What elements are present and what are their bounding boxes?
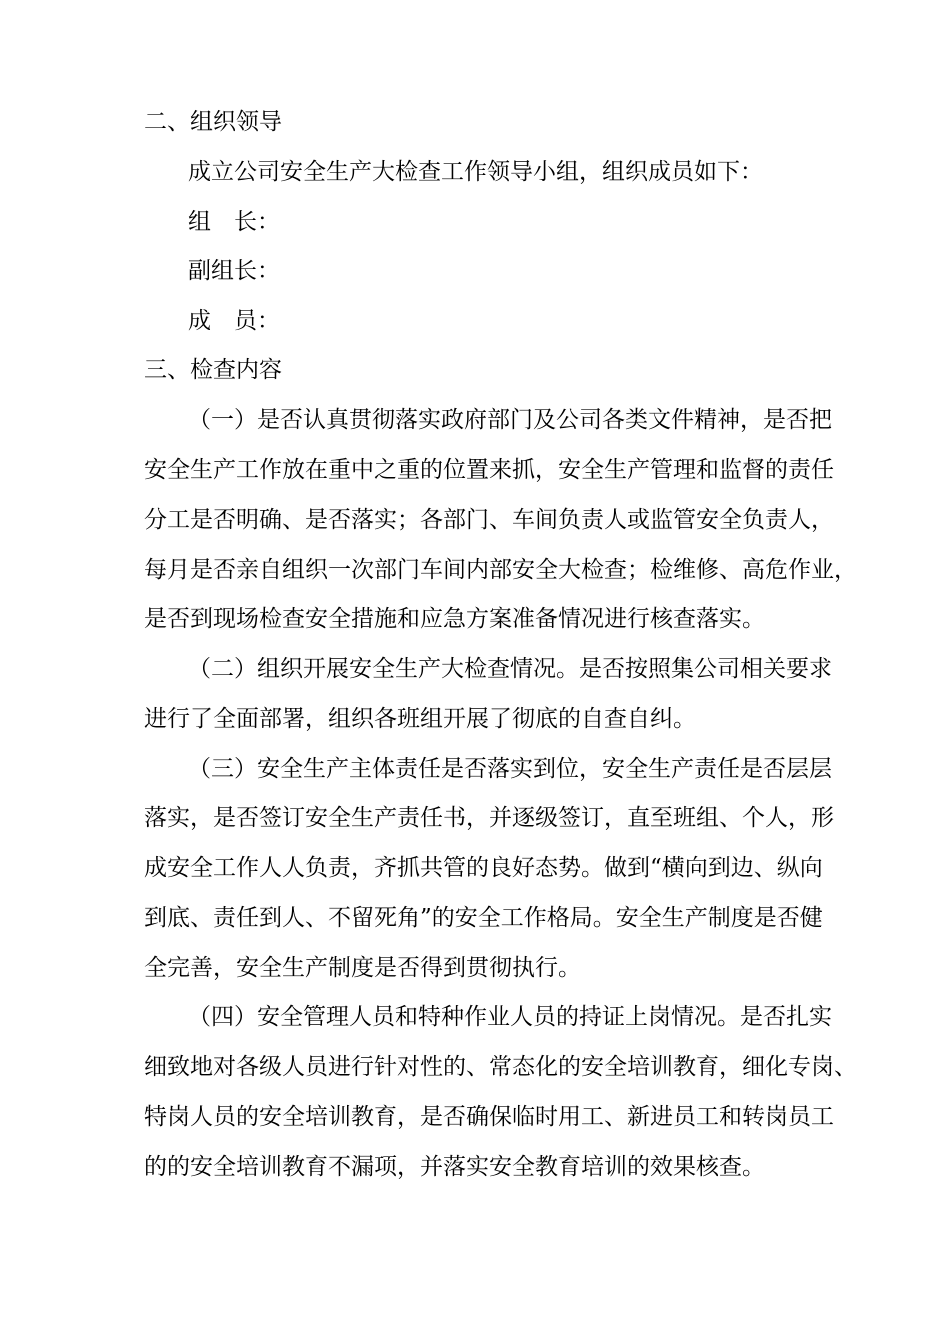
paragraph-line: 的的安全培训教育不漏项，并落实安全教育培训的效果核查。 bbox=[144, 1154, 765, 1180]
paragraph-line: （四）安全管理人员和特种作业人员的持证上岗情况。是否扎实 bbox=[188, 1004, 832, 1030]
role-leader: 组 长： bbox=[188, 209, 280, 235]
section-2-intro: 成立公司安全生产大检查工作领导小组，组织成员如下： bbox=[188, 159, 763, 185]
section-2-heading: 二、组织领导 bbox=[144, 109, 282, 135]
role-deputy: 副组长： bbox=[188, 258, 280, 284]
paragraph-line: 分工是否明确、是否落实；各部门、车间负责人或监管安全负责人， bbox=[144, 507, 834, 533]
paragraph-line: 落实，是否签订安全生产责任书，并逐级签订，直至班组、个人，形 bbox=[144, 805, 834, 831]
paragraph-line: 是否到现场检查安全措施和应急方案准备情况进行核查落实。 bbox=[144, 606, 765, 632]
role-members: 成 员： bbox=[188, 308, 280, 334]
paragraph-line: 到底、责任到人、不留死角”的安全工作格局。安全生产制度是否健 bbox=[144, 905, 823, 931]
paragraph-line: 安全生产工作放在重中之重的位置来抓，安全生产管理和监督的责任 bbox=[144, 457, 834, 483]
paragraph-line: （一）是否认真贯彻落实政府部门及公司各类文件精神，是否把 bbox=[188, 407, 832, 433]
paragraph-line: 每月是否亲自组织一次部门车间内部安全大检查；检维修、高危作业， bbox=[144, 557, 857, 583]
paragraph-line: 成安全工作人人负责，齐抓共管的良好态势。做到“横向到边、纵向 bbox=[144, 855, 823, 881]
paragraph-line: 进行了全面部署，组织各班组开展了彻底的自查自纠。 bbox=[144, 706, 696, 732]
section-3-heading: 三、检查内容 bbox=[144, 357, 282, 383]
paragraph-line: （三）安全生产主体责任是否落实到位，安全生产责任是否层层 bbox=[188, 756, 832, 782]
paragraph-line: 特岗人员的安全培训教育，是否确保临时用工、新进员工和转岗员工 bbox=[144, 1104, 834, 1130]
paragraph-line: 细致地对各级人员进行针对性的、常态化的安全培训教育，细化专岗、 bbox=[144, 1054, 857, 1080]
paragraph-line: （二）组织开展安全生产大检查情况。是否按照集公司相关要求 bbox=[188, 656, 832, 682]
paragraph-line: 全完善，安全生产制度是否得到贯彻执行。 bbox=[144, 955, 581, 981]
